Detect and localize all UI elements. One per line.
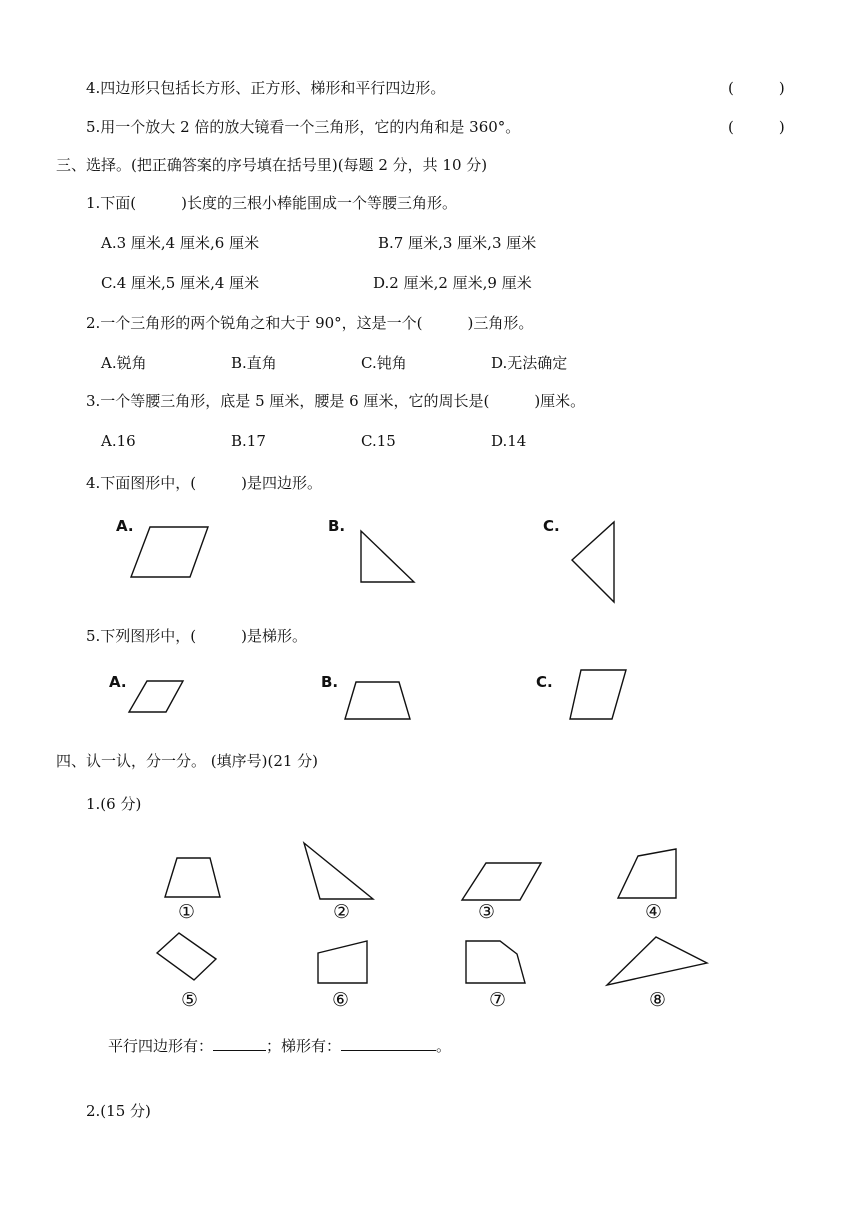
choice-q3-stem: 3.一个等腰三角形，底是 5 厘米，腰是 6 厘米，它的周长是( )厘米。 — [86, 392, 586, 410]
choice-q3-option-d: D.14 — [491, 432, 527, 450]
identify-q1-answer-line — [108, 1036, 451, 1056]
judge-q4-text: 4.四边形只包括长方形、正方形、梯形和平行四边形。 — [86, 79, 446, 97]
shape-6-trapezoid — [318, 941, 367, 983]
trapezoid-answer-blank[interactable] — [341, 1036, 436, 1051]
shape-3-number: ③ — [478, 901, 496, 923]
identify-q1-label: 1.(6 分) — [86, 795, 142, 813]
shape-2-triangle — [304, 843, 373, 899]
choice-q4-option-b-label: B. — [328, 517, 346, 535]
choice-q5-option-a-label: A. — [109, 673, 127, 691]
parallelogram-answer-label: 平行四边形有： — [108, 1037, 214, 1055]
choice-q4-stem: 4.下面图形中，( )是四边形。 — [86, 474, 323, 492]
trapezoid-answer-label: ；梯形有： — [266, 1037, 342, 1055]
shape-3-parallelogram — [462, 863, 541, 900]
shape-8-triangle — [607, 937, 707, 985]
shape-4-number: ④ — [645, 901, 663, 923]
choice-q4-option-c-label: C. — [543, 517, 560, 535]
judge-q5-answer-paren[interactable]: ( ) — [728, 118, 785, 136]
section-3-heading: 三、选择。(把正确答案的序号填在括号里)(每题 2 分，共 10 分) — [56, 156, 488, 174]
parallelogram-answer-blank[interactable] — [213, 1036, 266, 1051]
shape-1-number: ① — [178, 901, 196, 923]
choice-q4-option-a-label: A. — [116, 517, 134, 535]
shape-4-trapezoid — [618, 849, 676, 898]
choice-q1-option-c: C.4 厘米,5 厘米,4 厘米 — [101, 274, 260, 292]
choice-q5-stem: 5.下列图形中，( )是梯形。 — [86, 627, 308, 645]
shape-8-number: ⑧ — [649, 989, 667, 1011]
judge-q5-text: 5.用一个放大 2 倍的放大镜看一个三角形，它的内角和是 360°。 — [86, 118, 521, 136]
judge-q4-answer-paren[interactable]: ( ) — [728, 79, 785, 97]
choice-q2-option-a: A.锐角 — [101, 354, 147, 372]
choice-q3-option-a: A.16 — [101, 432, 136, 450]
choice-q1-option-d: D.2 厘米,2 厘米,9 厘米 — [373, 274, 532, 292]
identify-q2-label: 2.(15 分) — [86, 1102, 151, 1120]
choice-q1-stem: 1.下面( )长度的三根小棒能围成一个等腰三角形。 — [86, 194, 458, 212]
shape-7-pentagon — [466, 941, 525, 983]
choice-q3-option-c: C.15 — [361, 432, 396, 450]
choice-q2-option-c: C.钝角 — [361, 354, 407, 372]
shape-5-rectangle — [157, 933, 216, 980]
choice-q5-option-b-label: B. — [321, 673, 339, 691]
choice-q1-option-a: A.3 厘米,4 厘米,6 厘米 — [101, 234, 260, 252]
shape-1-trapezoid — [165, 858, 220, 897]
shape-2-number: ② — [333, 901, 351, 923]
shape-5-number: ⑤ — [181, 989, 199, 1011]
choice-q5-option-c-label: C. — [536, 673, 553, 691]
answer-line-end: 。 — [436, 1037, 452, 1055]
choice-q3-option-b: B.17 — [231, 432, 266, 450]
section-4-heading: 四、认一认，分一分。 (填序号)(21 分) — [56, 752, 319, 770]
choice-q2-option-b: B.直角 — [231, 354, 277, 372]
shape-6-number: ⑥ — [332, 989, 350, 1011]
shape-7-number: ⑦ — [489, 989, 507, 1011]
choice-q2-option-d: D.无法确定 — [491, 354, 568, 372]
choice-q1-option-b: B.7 厘米,3 厘米,3 厘米 — [378, 234, 537, 252]
choice-q2-stem: 2.一个三角形的两个锐角之和大于 90°，这是一个( )三角形。 — [86, 314, 534, 332]
